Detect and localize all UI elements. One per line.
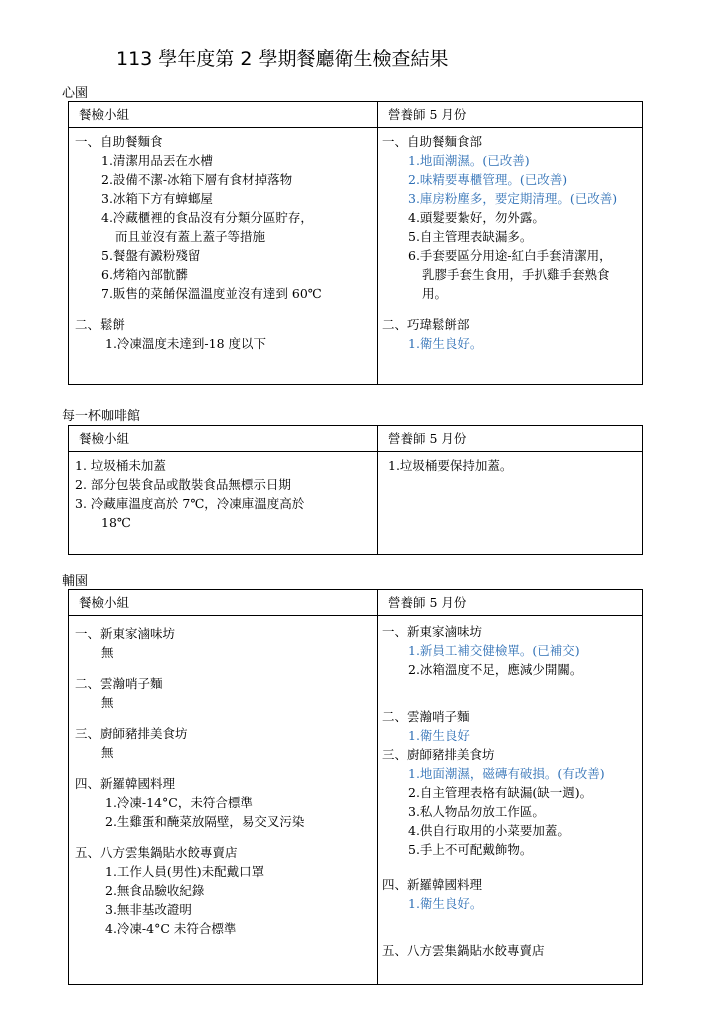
header-nutritionist: 營養師 5 月份: [378, 102, 643, 128]
list-item: 三、廚師豬排美食坊: [382, 747, 495, 762]
list-item: 1.垃圾桶要保持加蓋。: [388, 458, 513, 473]
list-item: 18℃: [101, 515, 131, 530]
list-item: 4.冷凍-4°C 未符合標準: [105, 921, 237, 936]
list-item: 5.手上不可配戴飾物。: [408, 842, 533, 857]
list-item: 四、新羅韓國料理: [75, 776, 176, 791]
table-xinyuan: [68, 101, 643, 385]
list-item: 2.自主管理表格有缺漏(缺一週)。: [408, 785, 593, 800]
list-item: 三、廚師豬排美食坊: [75, 726, 188, 741]
list-item: 五、八方雲集鍋貼水餃專賣店: [75, 845, 238, 860]
list-item: 乳膠手套生食用，手扒雞手套熟食: [422, 267, 610, 282]
list-item: 一、新東家滷味坊: [75, 626, 176, 641]
list-item: 3.庫房粉塵多，要定期清理。(已改善): [408, 191, 618, 206]
fuyuan-team-cell: [69, 616, 378, 985]
header-nutritionist: 營養師 5 月份: [378, 426, 643, 452]
list-item: 3.冰箱下方有蟑螂屋: [101, 191, 213, 206]
list-item: 用。: [422, 286, 448, 301]
page-title: 113 學年度第 2 學期餐廳衛生檢查結果: [116, 48, 449, 70]
list-item: 一、自助餐麵食: [75, 134, 163, 149]
list-item: 1.衛生良好。: [408, 896, 483, 911]
list-item: 4.冷藏櫃裡的食品沒有分類分區貯存，: [101, 210, 313, 225]
header-inspection-team: 餐檢小組: [69, 426, 378, 452]
section-title-cafe: 每一杯咖啡館: [62, 409, 141, 424]
header-inspection-team: 餐檢小組: [69, 102, 378, 128]
list-item: 五、八方雲集鍋貼水餃專賣店: [382, 943, 545, 958]
list-item: 1.地面潮濕。(已改善): [408, 153, 530, 168]
table-fuyuan: [68, 589, 643, 985]
list-item: 1.清潔用品丟在水槽: [101, 153, 213, 168]
xinyuan-nutritionist-cell: [378, 128, 643, 385]
list-item: 無: [101, 645, 114, 660]
list-item: 1.衛生良好: [408, 728, 470, 743]
list-item: 2.設備不潔-冰箱下層有食材掉落物: [101, 172, 293, 187]
list-item: 6.手套要區分用途-紅白手套清潔用，: [408, 248, 612, 263]
list-item: 6.烤箱內部骯髒: [101, 267, 188, 282]
fuyuan-nutritionist-cell: [378, 616, 643, 985]
list-item: 無: [101, 745, 114, 760]
list-item: 3. 冷藏庫溫度高於 7℃，冷凍庫溫度高於: [75, 496, 305, 511]
list-item: 一、新東家滷味坊: [382, 624, 483, 639]
section-title-xinyuan: 心園: [62, 86, 89, 101]
list-item: 3.私人物品勿放工作區。: [408, 804, 545, 819]
list-item: 5.自主管理表缺漏多。: [408, 229, 533, 244]
section-title-fuyuan: 輔園: [62, 574, 89, 589]
list-item: 2.冰箱溫度不足，應減少開關。: [408, 662, 583, 677]
cafe-team-cell: [69, 452, 378, 555]
list-item: 1.新員工補交健檢單。(已補交): [408, 643, 580, 658]
header-nutritionist: 營養師 5 月份: [378, 590, 643, 616]
table-cafe: [68, 425, 643, 555]
list-item: 1.冷凍溫度未達到-18 度以下: [105, 336, 267, 351]
list-item: 而且並沒有蓋上蓋子等措施: [115, 229, 266, 244]
list-item: 5.餐盤有澱粉殘留: [101, 248, 201, 263]
list-item: 1.冷凍-14°C，未符合標準: [105, 795, 253, 810]
list-item: 一、自助餐麵食部: [382, 134, 483, 149]
list-item: 2.味精要專櫃管理。(已改善): [408, 172, 568, 187]
list-item: 4.供自行取用的小菜要加蓋。: [408, 823, 570, 838]
list-item: 二、巧瑋鬆餅部: [382, 317, 470, 332]
list-item: 7.販售的菜餚保溫溫度並沒有達到 60℃: [101, 286, 322, 301]
list-item: 無: [101, 695, 114, 710]
list-item: 1.衛生良好。: [408, 336, 483, 351]
list-item: 1.地面潮濕，磁磚有破損。(有改善): [408, 766, 605, 781]
list-item: 2. 部分包裝食品或散裝食品無標示日期: [75, 477, 291, 492]
list-item: 1.工作人員(男性)未配戴口罩: [105, 864, 265, 879]
xinyuan-team-cell: [69, 128, 378, 385]
list-item: 二、雲瀚哨子麵: [75, 676, 163, 691]
list-item: 1. 垃圾桶未加蓋: [75, 458, 166, 473]
list-item: 2.無食品驗收紀錄: [105, 883, 205, 898]
list-item: 4.頭髮要紮好，勿外露。: [408, 210, 545, 225]
cafe-nutritionist-cell: [378, 452, 643, 555]
header-inspection-team: 餐檢小組: [69, 590, 378, 616]
list-item: 四、新羅韓國料理: [382, 877, 483, 892]
list-item: 二、雲瀚哨子麵: [382, 709, 470, 724]
list-item: 二、鬆餅: [75, 317, 126, 332]
list-item: 3.無非基改證明: [105, 902, 192, 917]
list-item: 2.生雞蛋和醃菜放隔壁，易交叉污染: [105, 814, 305, 829]
